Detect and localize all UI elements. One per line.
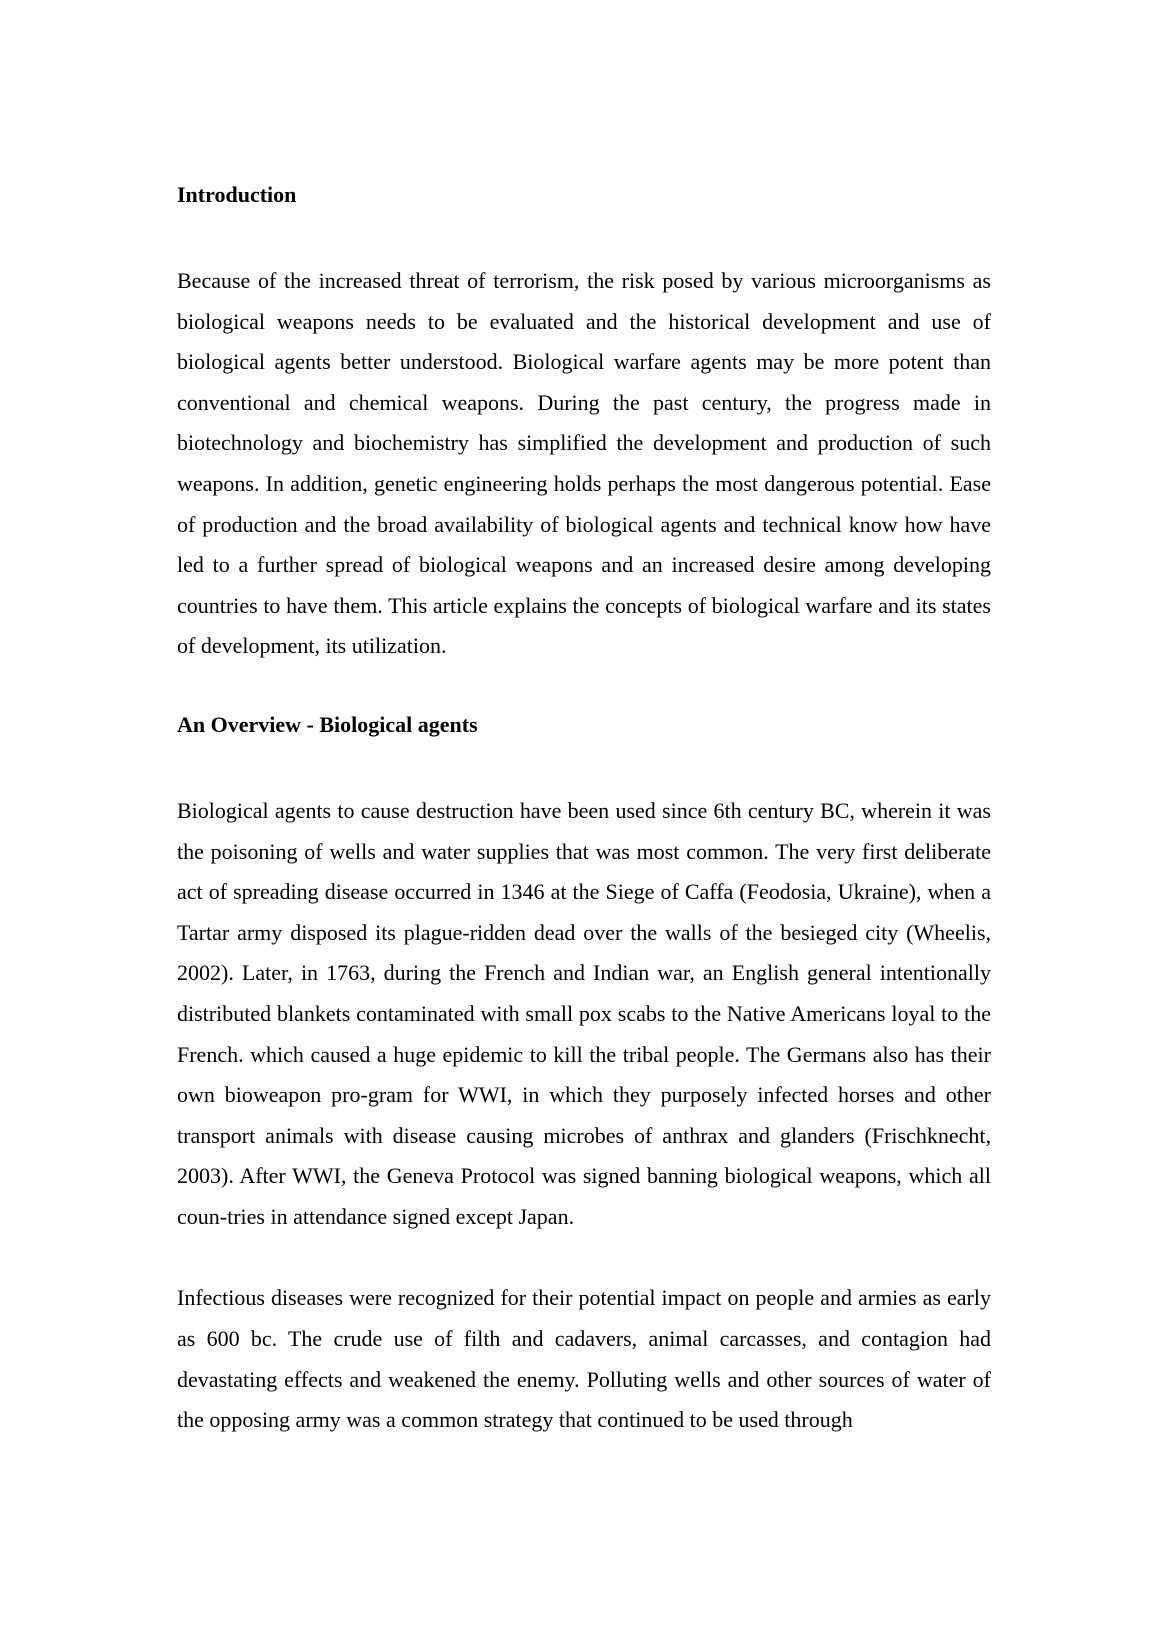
section-heading-overview: An Overview - Biological agents xyxy=(177,711,478,737)
spacer xyxy=(177,740,991,791)
section-heading-introduction: Introduction xyxy=(177,182,297,207)
spacer xyxy=(177,210,991,261)
overview-paragraph-1: Biological agents to cause destruction have been used since 6th century BC, wherein it was the poisoning of wells and water supplies that was most common. The very first deliberate act of spreading disease occurred in 1346 at the Siege of Caffa (Feodosia, Ukraine), when a Tartar army disposed its plague-ridden dead over the walls of the besieged city (Wheelis, 2002). Later, in 1763, during the French and Indian war, an English general intentionally distributed blankets contaminated with small pox scabs to the Native Americans loyal to the French. which caused a huge epidemic to kill the tribal people. The Germans also has their own bioweapon pro-gram for WWI, in which they purposely infected horses and other transport animals with disease causing microbes of anthrax and glanders (Frischknecht, 2003). After WWI, the Geneva Protocol was signed banning biological weapons, which all coun-tries in attendance signed except Japan. xyxy=(177,797,991,1229)
overview-paragraph-2: Infectious diseases were recognized for their potential impact on people and armies as early as 600 bc. The crude use of filth and cadavers, animal carcasses, and contagion had devastating effects and weakened the enemy. Polluting wells and other sources of water of the opposing army was a common strategy that continued to be used through xyxy=(177,1285,991,1433)
introduction-paragraph: Because of the increased threat of terrorism, the risk posed by various microorganisms as biological weapons needs to be evaluated and the historical development and use of biological agents better understood. Biological warfare agents may be more potent than conventional and chemical weapons. During the past century, the progress made in biotechnology and biochemistry has simplified the development and production of such weapons. In addition, genetic engineering holds perhaps the most dangerous potential. Ease of production and the broad availability of biological agents and technical know how have led to a further spread of biological weapons and an increased desire among developing countries to have them. This article explains the concepts of biological warfare and its states of development, its utilization. xyxy=(177,268,991,659)
spacer xyxy=(177,667,991,710)
spacer xyxy=(177,1237,991,1278)
